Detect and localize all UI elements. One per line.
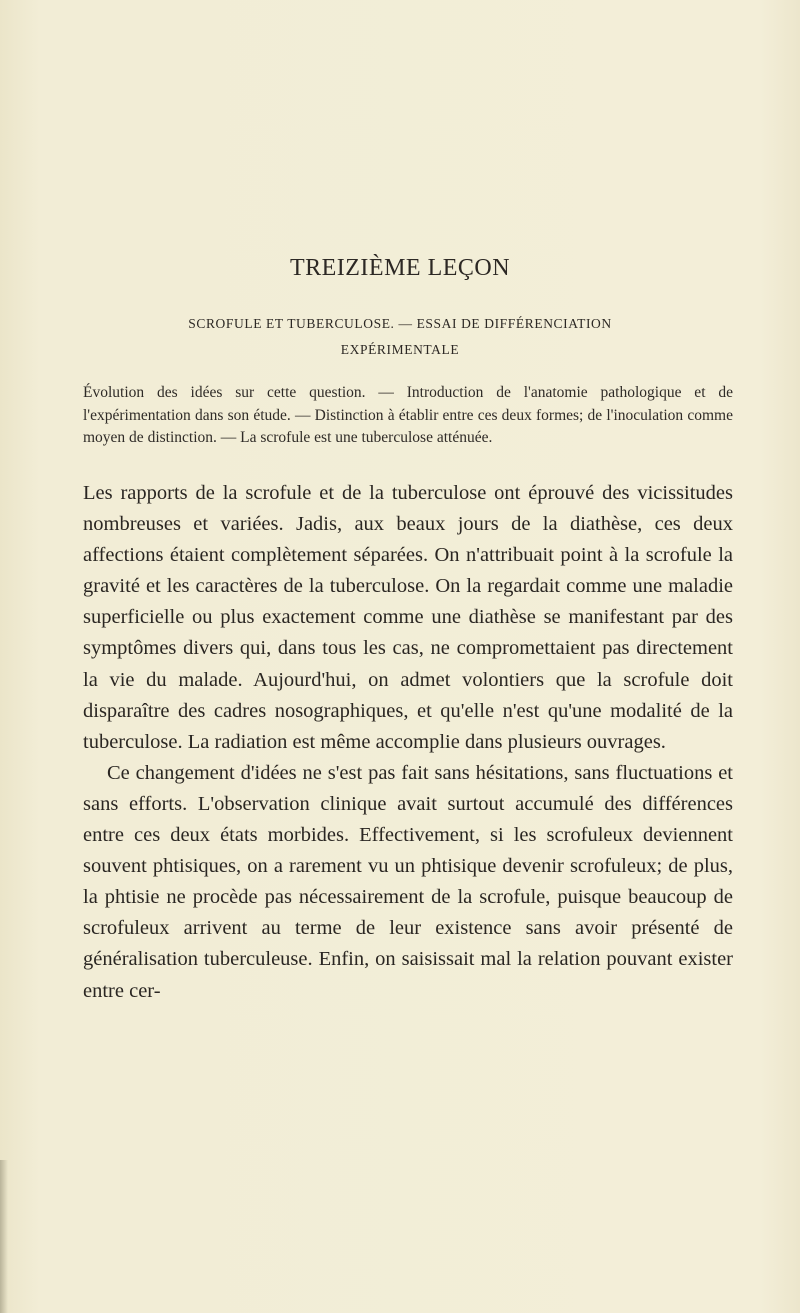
- chapter-title: TREIZIÈME LEÇON: [289, 255, 511, 281]
- paragraph: Les rapports de la scrofule et de la tuberculose ont éprouvé des vicissitudes nombreuses et variées. Jadis, aux beaux jours de la diathèse, ces deux affections étaient complètement séparées. On n'attribuait point à la scrofule la gravité et les caractères de la tuberculose. On la regardait comme une maladie superficielle ou plus exactement comme une diathèse se manifestant par des symptômes divers qui, dans tous les cas, ne compromettaient pas directement la vie du malade. Aujourd'hui, on admet volontiers que la scrofule doit disparaître des cadres nosographiques, et qu'elle n'est qu'une modalité de la tuberculose. La radiation est même accomplie dans plusieurs ouvrages.: [83, 482, 733, 753]
- paragraph: Ce changement d'idées ne s'est pas fait sans hésitations, sans fluctuations et sans efforts. L'observation clinique avait surtout accumulé des différences entre ces deux états morbides. Effectivement, si les scrofuleux deviennent souvent phtisiques, on a rarement vu un phtisique devenir scrofuleux; de plus, la phtisie ne procède pas nécessairement de la scrofule, puisque beaucoup de scrofuleux arrivent au terme de leur existence sans avoir présenté de généralisation tuberculeuse. Enfin, on saisissait mal la relation pouvant exister entre cer-: [83, 761, 733, 1002]
- chapter-subtitle-line-2: EXPÉRIMENTALE: [340, 342, 460, 357]
- chapter-subtitle-line-1: SCROFULE ET TUBERCULOSE. — ESSAI DE DIFFÉRENCIATION: [188, 316, 612, 331]
- chapter-summary: Évolution des idées sur cette question. — Introduction de l'anatomie pathologique et de l'expérimentation dans son étude. — Distinction à établir entre ces deux formes; de l'inoculation comme moyen de distinction. — La scrofule est une tuberculose atténuée.: [83, 384, 733, 446]
- page-edge-shadow: [0, 1160, 8, 1313]
- body-text: [83, 478, 733, 1007]
